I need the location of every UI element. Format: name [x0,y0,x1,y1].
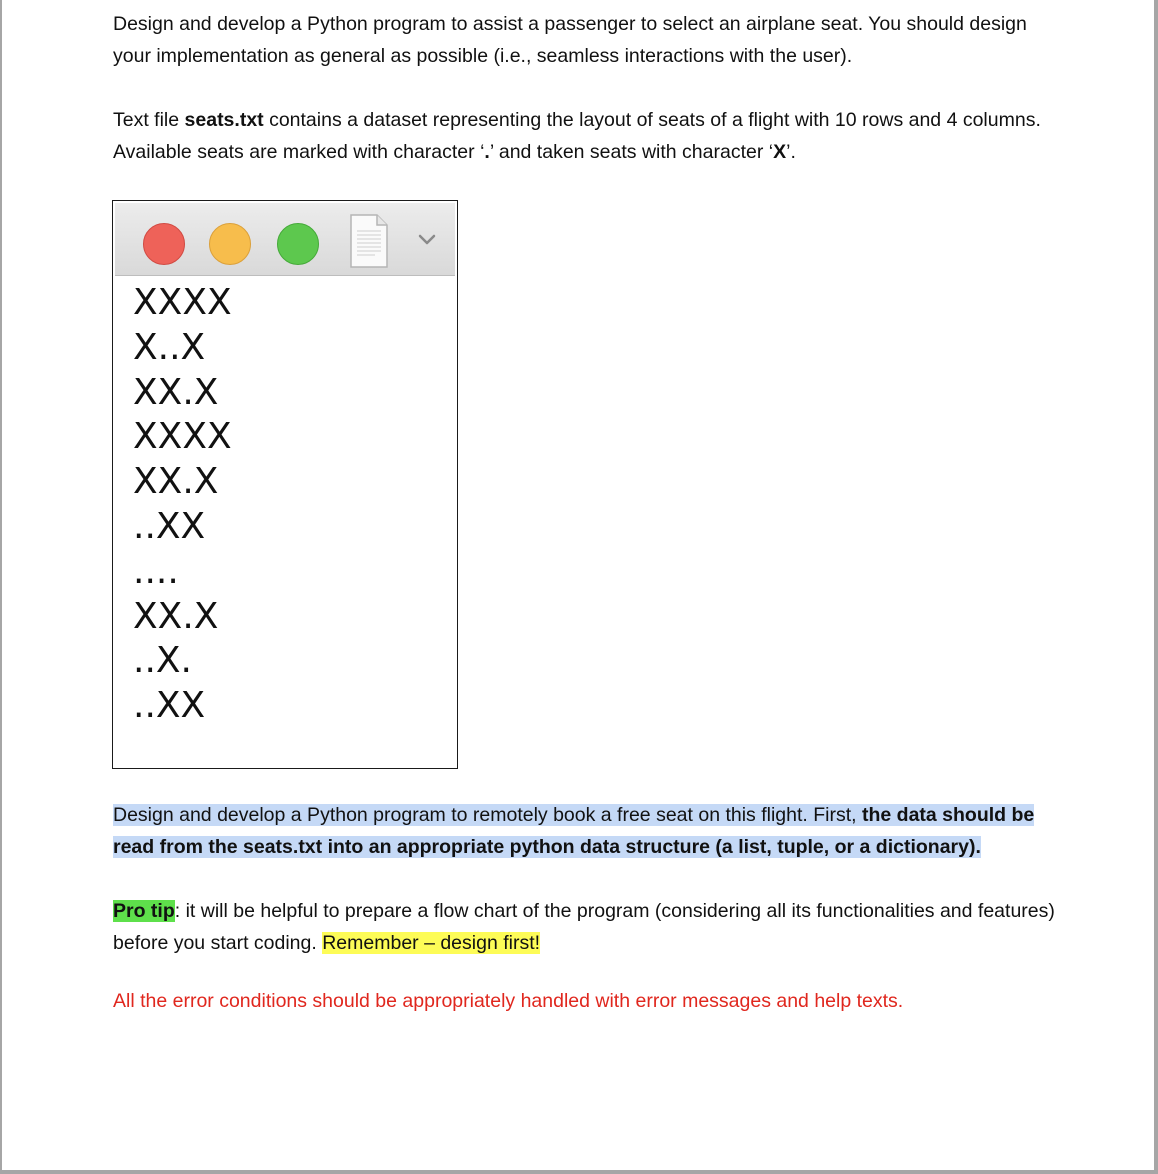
dataset-middle: contains a dataset representing the layout of seats of a flight with 10 rows and 4 columns. Available seats are marked with character ‘ [113,109,1041,163]
error-text: All the error conditions should be appropriately handled with error messages and help texts. [113,990,904,1012]
dataset-filename: seats.txt [184,109,264,131]
chevron-down-icon[interactable] [417,233,437,247]
dot-char: . [484,140,490,163]
dataset-prefix: Text file [113,109,185,131]
document-page [2,0,1154,1170]
tip-label: Pro tip [113,900,175,922]
tip-paragraph [113,896,1063,959]
window-titlebar [115,203,455,276]
task-paragraph [113,800,1063,863]
seat-row: ..X. [133,640,192,682]
seat-row: XXXX [133,416,232,458]
seat-row: XX.X [133,371,219,413]
intro-text: Design and develop a Python program to assist a passenger to select an airplane seat. You should design your implementation as general as possible (i.e., seamless interactions with the user). [113,13,1027,67]
seat-layout-text [133,281,232,729]
seat-row: X..X [133,326,206,368]
document-icon[interactable] [349,213,389,269]
x-char: X [773,140,787,163]
tip-highlight: Remember – design first! [322,931,541,954]
seat-row: XXXX [133,282,232,323]
dataset-mid2: ’ and taken seats with character ‘ [489,140,774,163]
error-paragraph [113,986,1063,1018]
tip-text: : it will be helpful to prepare a flow chart of the program (considering all its functionalities and features) before you start coding. [113,900,1055,954]
seat-row: ..XX [133,505,206,547]
intro-paragraph [113,9,1063,72]
dataset-end: ’. [786,140,796,163]
seats-file-window [112,200,458,769]
zoom-icon[interactable] [277,223,319,265]
seat-row: .... [133,550,179,592]
dataset-paragraph [113,105,1063,168]
task-bold: the data should be read from the seats.txt into an appropriate python data structure (a list, tuple, or a dictionary). [113,804,1035,858]
seat-row: ..XX [133,685,206,727]
task-plain: Design and develop a Python program to remotely book a free seat on this flight. First, [113,804,862,826]
close-icon[interactable] [143,223,185,265]
seat-row: XX.X [133,595,219,637]
minimize-icon[interactable] [209,223,251,265]
seat-row: XX.X [133,461,219,503]
